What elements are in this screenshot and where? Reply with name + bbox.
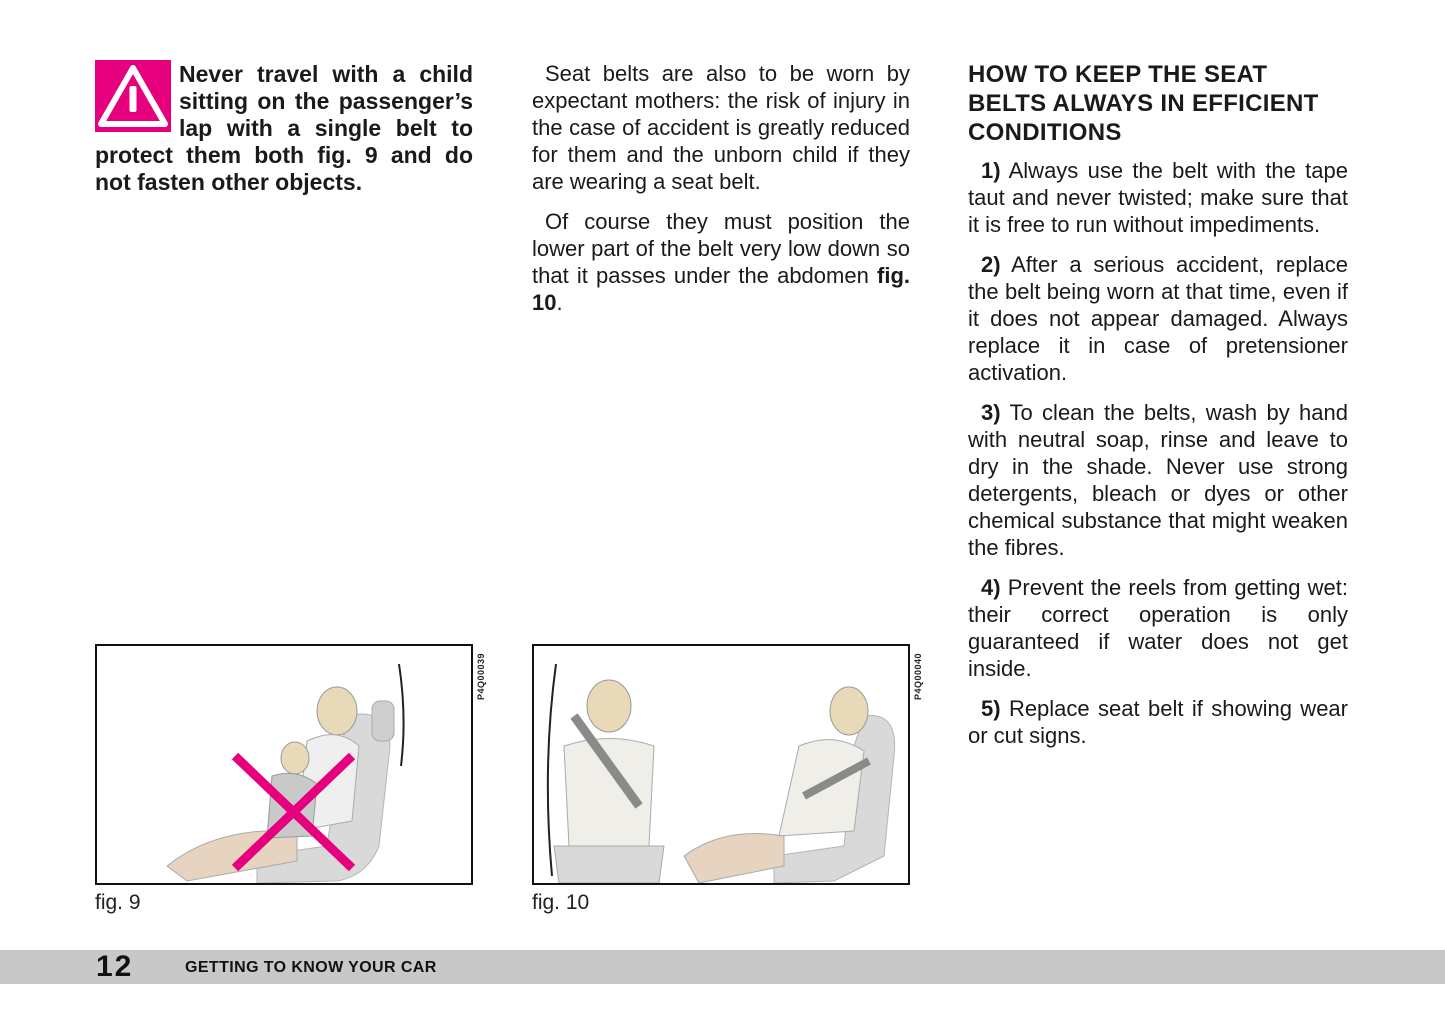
page-number: 12 (96, 950, 134, 983)
list-item (968, 157, 1348, 238)
expectant-mother-illustration (534, 646, 908, 883)
list-item (968, 251, 1348, 386)
figure-reference: fig. 10 (532, 263, 910, 315)
paragraph-end: . (556, 290, 563, 315)
warning-column (95, 60, 473, 196)
figure-code: P4Q00040 (913, 652, 923, 700)
figure-code: P4Q00039 (476, 652, 486, 700)
item-text: After a serious accident, replace the belt being worn at that time, even if it does not appear damaged. Always replace it in case of pretensioner activation. (968, 252, 1348, 385)
figure-9-illustration (95, 644, 473, 885)
item-number: 1) (981, 158, 1001, 183)
list-item (968, 574, 1348, 682)
item-number: 2) (981, 252, 1001, 277)
item-number: 4) (981, 575, 1001, 600)
figure-caption: fig. 9 (95, 891, 141, 914)
figure-10-illustration (532, 644, 910, 885)
warning-text: Never travel with a child sitting on the passenger’s lap with a single belt to protect them both fig. 9 and do not fasten other objects. (95, 61, 473, 195)
item-text: Prevent the reels from getting wet: their correct operation is only guaranteed if water does not get inside. (968, 575, 1348, 681)
item-number: 5) (981, 696, 1001, 721)
item-text: Always use the belt with the tape taut and never twisted; make sure that it is free to run without impediments. (968, 158, 1348, 237)
warning-triangle-icon (95, 60, 171, 132)
list-item (968, 695, 1348, 749)
paragraph-belt-position-text: Of course they must position the lower part of the belt very low down so that it passes under the abdomen (532, 209, 910, 288)
figure-caption: fig. 10 (532, 891, 590, 914)
footer-section-title: GETTING TO KNOW YOUR CAR (185, 959, 437, 976)
item-number: 3) (981, 400, 1001, 425)
list-item (968, 399, 1348, 561)
item-text: Replace seat belt if showing wear or cut signs. (968, 696, 1348, 748)
paragraph-belt-position (532, 208, 910, 316)
paragraph-expectant-mothers: Seat belts are also to be worn by expectant mothers: the risk of injury in the case of accident is greatly reduced for them and the unborn child if they are wearing a seat belt. (532, 61, 910, 194)
item-text: To clean the belts, wash by hand with neutral soap, rinse and leave to dry in the shade. Never use strong detergents, bleach or dyes or other chemical substance that might weaken the fibres. (968, 400, 1348, 560)
warning-box (95, 60, 473, 196)
section-heading: HOW TO KEEP THE SEAT BELTS ALWAYS IN EFFICIENT CONDITIONS (968, 61, 1319, 146)
right-column (968, 60, 1348, 762)
middle-column (532, 60, 910, 329)
child-on-lap-illustration (97, 646, 471, 883)
